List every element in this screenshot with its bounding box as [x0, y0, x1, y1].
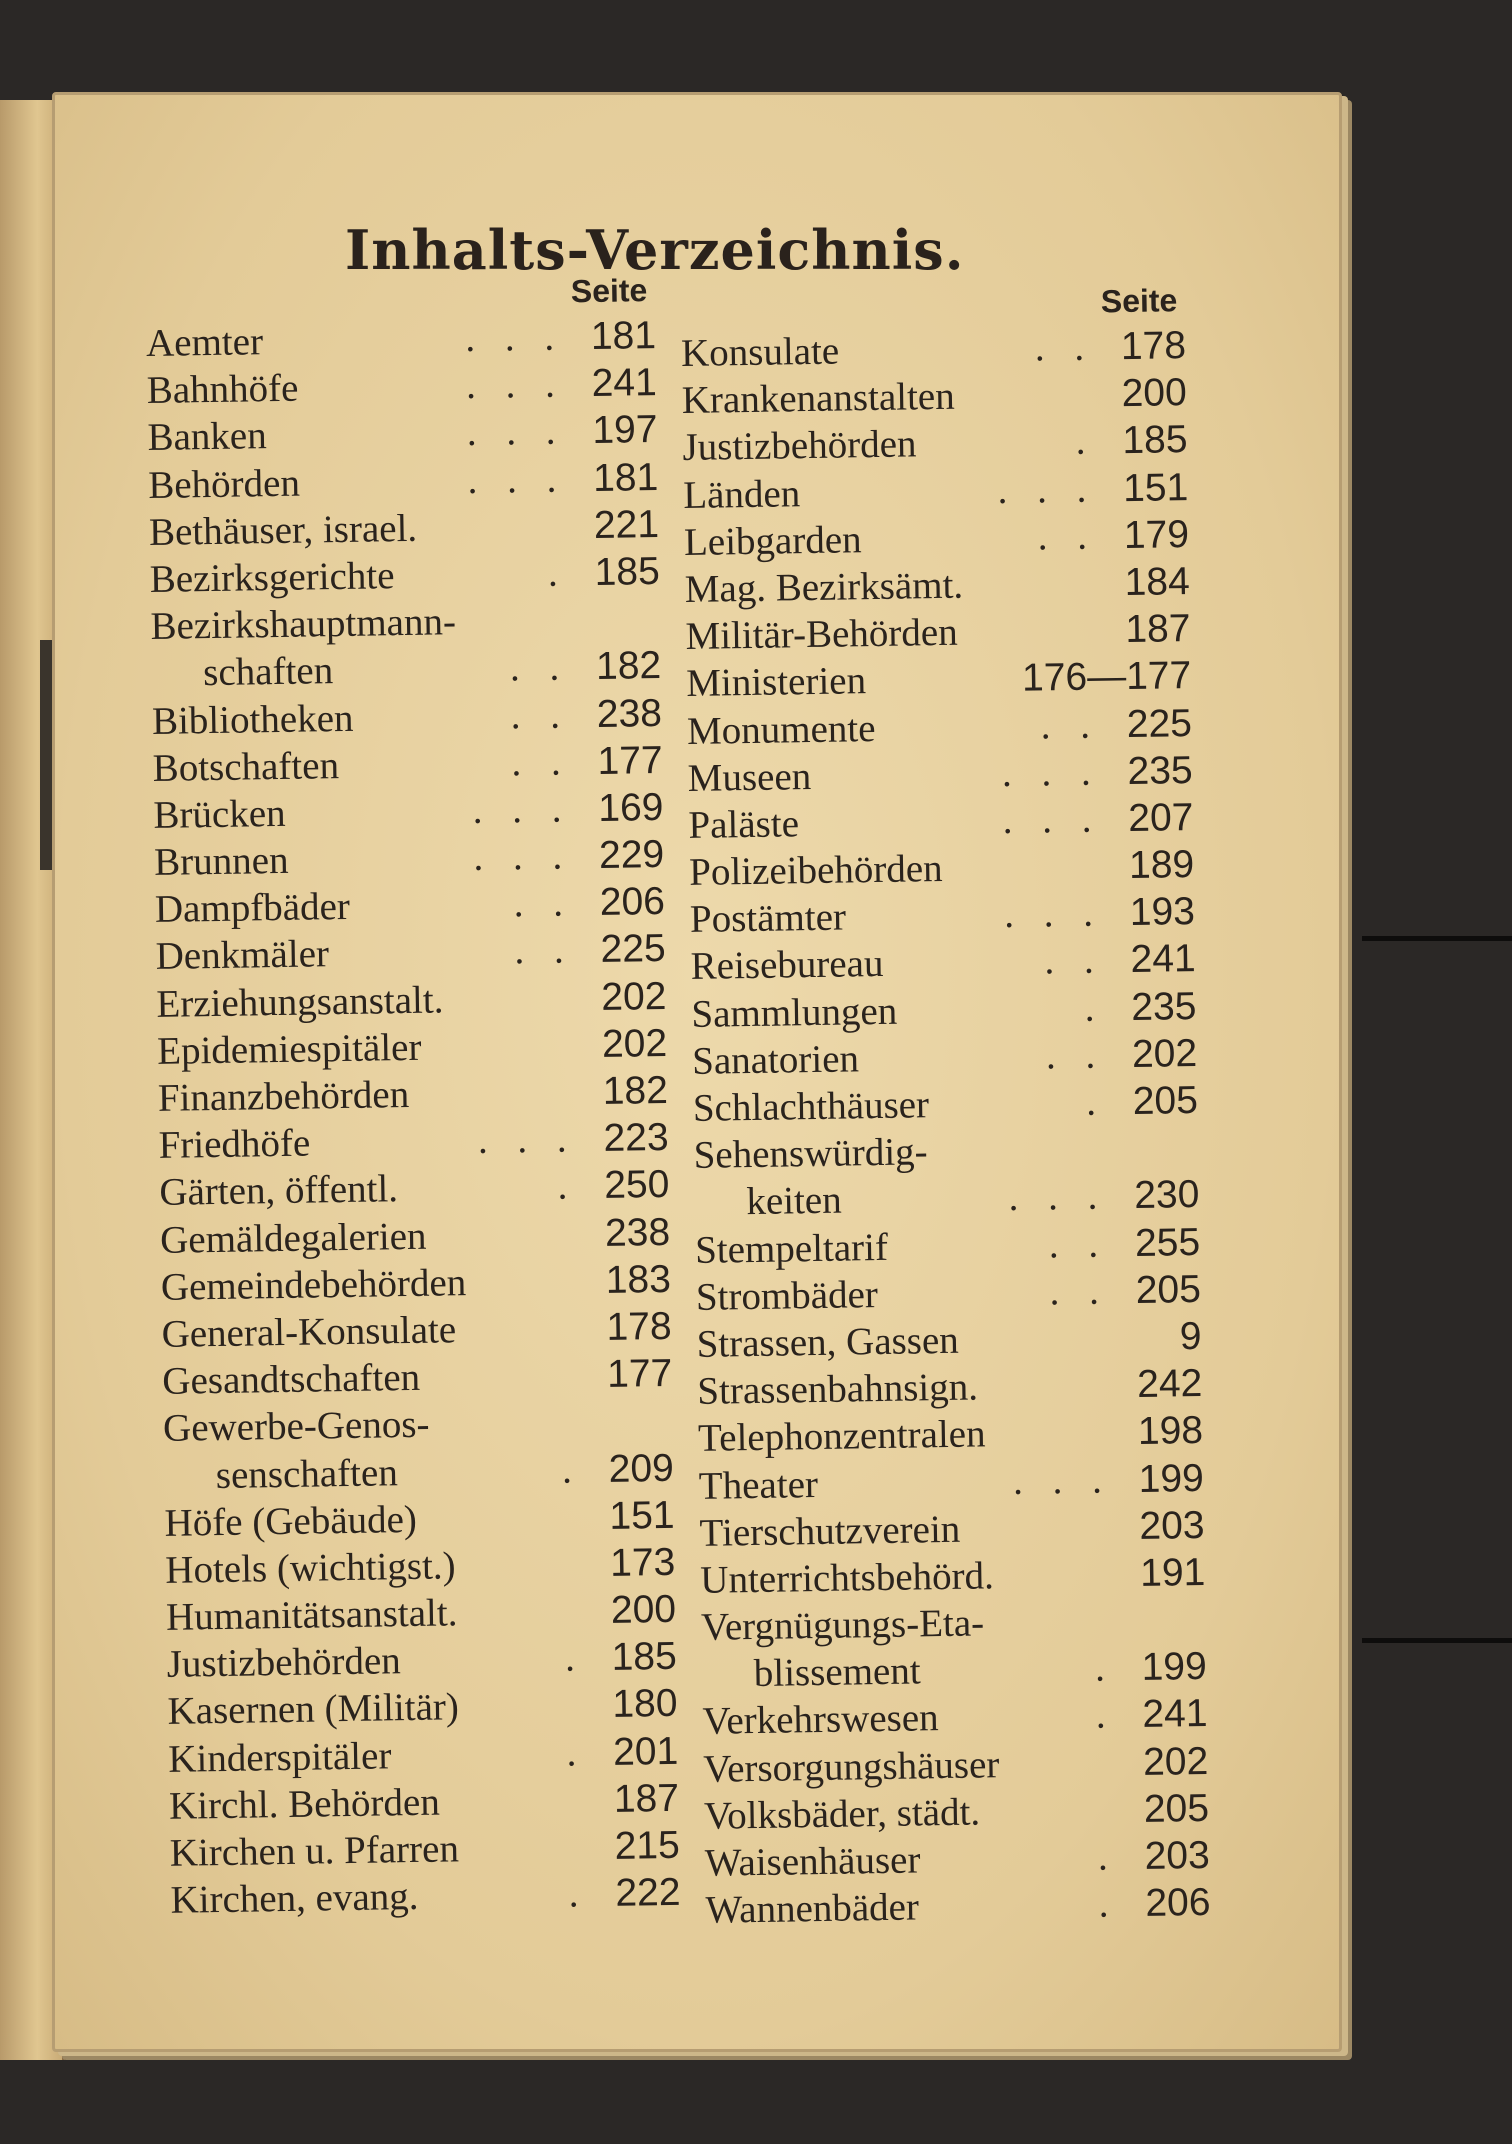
entry-name: Gärten, öffentl. — [159, 1167, 399, 1215]
page-column-header: Seite — [1100, 282, 1178, 320]
entry-name: schaften — [202, 649, 334, 695]
entry-leader-dots — [456, 1576, 598, 1578]
entry-page-number: 202 — [1142, 1739, 1209, 1784]
entry-leader-dots: . — [1098, 1882, 1119, 1926]
entry-name: Kirchen, evang. — [170, 1875, 419, 1922]
entry-leader-dots — [1000, 1775, 1131, 1777]
entry-leader-dots: . . — [1044, 938, 1104, 983]
entry-page-number: 229 — [598, 832, 665, 877]
index-entry — [147, 406, 658, 461]
index-entry — [686, 652, 1192, 707]
entry-page-number: 222 — [615, 1870, 681, 1915]
entry-name: Friedhöfe — [158, 1121, 311, 1168]
entry-name: Volksbäder, städt. — [703, 1790, 981, 1838]
index-entry — [702, 1690, 1208, 1745]
index-column-left — [145, 268, 681, 1924]
entry-page-number: 241 — [1130, 937, 1196, 982]
entry-page-number: 169 — [598, 785, 664, 830]
entry-leader-dots: . . — [513, 881, 574, 926]
entry-page-number: 235 — [1130, 984, 1197, 1029]
entry-name: Justizbehörden — [166, 1639, 402, 1687]
entry-page-number: 205 — [1132, 1078, 1199, 1123]
entry-leader-dots: . . . — [464, 315, 565, 360]
entry-name: Kirchen u. Pfarren — [169, 1827, 460, 1875]
entry-leader-dots: . — [568, 1872, 589, 1916]
index-entry — [681, 369, 1187, 424]
entry-page-number: 179 — [1123, 512, 1190, 557]
index-entry — [152, 737, 663, 792]
index-entry — [167, 1680, 678, 1735]
entry-name: Erziehungsanstalt. — [156, 978, 444, 1026]
entry-page-number: 200 — [610, 1587, 677, 1632]
entry-leader-dots: . . . — [477, 1117, 577, 1163]
entry-leader-dots — [466, 1293, 593, 1295]
entry-page-number: 242 — [1136, 1362, 1203, 1407]
entry-page-number: 221 — [593, 502, 660, 547]
index-entry — [159, 1161, 670, 1216]
entry-page-number: 178 — [1120, 324, 1187, 369]
index-column-right — [680, 278, 1211, 1934]
entry-leader-dots — [459, 1859, 602, 1861]
entry-name: Banken — [147, 414, 268, 460]
entry-leader-dots — [420, 1387, 594, 1390]
entry-leader-dots — [963, 595, 1112, 597]
entry-name: Kirchl. Behörden — [168, 1780, 441, 1828]
index-entry — [684, 511, 1190, 566]
entry-leader-dots — [943, 878, 1117, 881]
index-entry — [694, 1171, 1200, 1226]
entry-page-number: 198 — [1137, 1409, 1204, 1454]
entry-page-number: 9 — [1179, 1314, 1202, 1359]
index-entry — [692, 1030, 1198, 1085]
entry-page-number: 230 — [1133, 1173, 1200, 1218]
entry-leader-dots: . . — [1037, 514, 1098, 559]
index-entry — [152, 689, 663, 744]
index-entry — [166, 1633, 677, 1688]
entry-name: Mag. Bezirksämt. — [684, 563, 964, 611]
entry-name: Gemeindebehörden — [160, 1260, 467, 1309]
index-entry — [155, 878, 666, 933]
entry-name: Theater — [698, 1462, 819, 1508]
entry-name: Epidemiespitäler — [156, 1025, 422, 1073]
entry-page-number: 215 — [614, 1823, 681, 1868]
index-entry — [703, 1738, 1209, 1793]
entry-leader-dots: . . — [1048, 1221, 1109, 1266]
entry-name: Konsulate — [680, 329, 840, 375]
entry-leader-dots — [440, 1812, 601, 1815]
index-entry — [153, 784, 664, 839]
entry-leader-dots: . . — [514, 928, 574, 973]
entry-page-number: 241 — [591, 361, 658, 406]
index-entry — [701, 1643, 1207, 1698]
entry-page-number: 185 — [611, 1635, 678, 1680]
entry-leader-dots — [959, 1350, 1124, 1353]
entry-leader-dots: . — [557, 1164, 578, 1209]
entry-page-number: 207 — [1128, 795, 1194, 840]
entry-name: Brücken — [153, 791, 286, 837]
entry-leader-dots: . — [1085, 1080, 1107, 1124]
entry-page-number: 187 — [613, 1776, 680, 1821]
index-entry — [693, 1077, 1199, 1132]
entry-page-number: 202 — [601, 1021, 668, 1066]
index-entry — [162, 1350, 673, 1405]
entry-name: Tierschutzverein — [699, 1507, 961, 1555]
entry-page-number: 185 — [594, 549, 661, 594]
entry-name: Kinderspitäler — [167, 1733, 392, 1781]
index-entry — [161, 1256, 672, 1311]
entry-page-number: 200 — [1121, 371, 1188, 416]
entry-leader-dots: . . . — [1008, 1174, 1108, 1220]
index-entry — [681, 322, 1187, 377]
entry-page-number: 209 — [608, 1446, 675, 1491]
entry-name: Leibgarden — [683, 517, 862, 564]
entry-leader-dots — [417, 538, 581, 541]
index-entry — [161, 1303, 672, 1358]
index-entry — [149, 548, 660, 603]
entry-name: Kasernen (Militär) — [167, 1685, 460, 1734]
index-entry — [155, 925, 666, 980]
entry-name: Waisenhäuser — [704, 1838, 921, 1885]
entry-name: Dampfbäder — [154, 885, 351, 932]
index-entry — [696, 1266, 1202, 1321]
entry-leader-dots: . . . — [1012, 1457, 1113, 1503]
entry-name: Justizbehörden — [682, 422, 917, 470]
entry-name: Behörden — [147, 461, 301, 507]
entry-name: Stempeltarif — [694, 1225, 889, 1272]
index-entry — [688, 794, 1194, 849]
entry-leader-dots — [417, 1529, 597, 1532]
entry-page-number: 206 — [599, 880, 666, 925]
entry-name: Ministerien — [685, 659, 867, 706]
entry-leader-dots: . — [1095, 1693, 1116, 1738]
index-entry — [684, 558, 1190, 613]
index-entry — [169, 1822, 680, 1877]
entry-name: Aemter — [145, 320, 264, 365]
entry-page-number: 238 — [604, 1210, 671, 1255]
index-entry — [705, 1879, 1211, 1934]
entry-page-number: 181 — [590, 313, 657, 359]
background-stripe — [1362, 1638, 1512, 1643]
entry-name: Schlachthäuser — [692, 1083, 930, 1130]
entry-page-number: 151 — [1122, 465, 1189, 510]
index-entry — [704, 1785, 1210, 1840]
entry-name: Gemäldegalerien — [159, 1214, 427, 1262]
index-entry — [158, 1067, 669, 1122]
entry-leader-dots: . — [561, 1447, 583, 1492]
index-entry — [168, 1727, 679, 1782]
entry-name: Paläste — [688, 802, 800, 847]
entry-page-number — [1121, 1160, 1199, 1161]
entry-leader-dots: . — [1075, 419, 1096, 464]
entry-leader-dots — [458, 1623, 599, 1625]
entry-page-number: 184 — [1124, 559, 1191, 604]
entry-page-number — [595, 1433, 673, 1434]
entry-page-number: 202 — [600, 974, 667, 1019]
entry-name: Finanzbehörden — [157, 1072, 410, 1120]
entry-leader-dots — [456, 1340, 593, 1342]
entry-leader-dots: . — [566, 1730, 587, 1775]
entry-leader-dots — [866, 691, 1022, 693]
entry-page-number: 205 — [1135, 1267, 1202, 1312]
entry-page-number: 177 — [597, 738, 664, 783]
entry-leader-dots: . . . — [1003, 891, 1104, 937]
entry-page-number: 250 — [603, 1163, 670, 1208]
entry-leader-dots — [994, 1586, 1127, 1588]
index-entry — [157, 1020, 668, 1075]
entry-leader-dots: . . — [1049, 1269, 1110, 1314]
index-entry — [146, 312, 657, 367]
entry-name: Polizeibehörden — [688, 847, 943, 894]
entry-leader-dots: . — [1097, 1835, 1119, 1879]
entry-leader-dots — [960, 1539, 1126, 1542]
entry-name: Unterrichtsbehörd. — [699, 1554, 995, 1602]
index-entry — [685, 605, 1191, 660]
index-entry — [687, 747, 1193, 802]
entry-page-number: 176—177 — [1021, 654, 1192, 700]
entry-leader-dots — [456, 632, 583, 634]
entry-page-number: 225 — [1126, 701, 1193, 746]
entry-leader-dots: . . . — [1002, 797, 1102, 842]
entry-page-number: 205 — [1143, 1786, 1210, 1831]
index-entry — [693, 1124, 1199, 1179]
index-entry — [164, 1492, 675, 1547]
entry-leader-dots: . . — [510, 692, 571, 737]
entry-name: Versorgungshäuser — [702, 1742, 1000, 1791]
index-entry — [704, 1832, 1210, 1887]
index-entry — [690, 935, 1196, 990]
background-stripe — [1362, 936, 1512, 941]
entry-page-number: 201 — [612, 1729, 679, 1774]
index-entry — [698, 1407, 1204, 1462]
index-entry — [690, 888, 1196, 943]
entry-leader-dots: . — [1084, 986, 1105, 1030]
page-title: Inhalts-Verzeichnis. — [345, 218, 965, 282]
entry-page-number: 203 — [1139, 1503, 1205, 1548]
entry-name: Botschaften — [152, 743, 340, 790]
entry-leader-dots: . . . — [472, 787, 572, 832]
entry-name: Denkmäler — [155, 932, 330, 979]
entry-page-number: 189 — [1128, 843, 1195, 888]
index-entry — [682, 416, 1188, 471]
index-entry — [150, 595, 661, 650]
entry-leader-dots — [980, 1822, 1131, 1824]
index-entry — [697, 1360, 1203, 1415]
index-entry — [148, 454, 659, 509]
entry-page-number: 191 — [1139, 1550, 1206, 1595]
index-entry — [160, 1208, 671, 1263]
entry-name: Postämter — [689, 895, 847, 942]
entry-page-number: 199 — [1138, 1456, 1205, 1501]
page-column-header: Seite — [570, 272, 648, 310]
entry-name: Humanitätsanstalt. — [165, 1591, 458, 1639]
entry-name: Bethäuser, israel. — [148, 506, 418, 554]
entry-leader-dots — [978, 1397, 1124, 1399]
entry-name: Strombäder — [695, 1272, 879, 1319]
index-entry — [698, 1454, 1204, 1509]
entry-name: Sanatorien — [691, 1037, 860, 1083]
entry-name: Wannenbäder — [705, 1885, 920, 1932]
index-entry — [696, 1313, 1202, 1368]
entry-name: Länden — [682, 471, 801, 517]
entry-name: Bahnhöfe — [146, 366, 299, 413]
entry-list — [146, 312, 681, 1924]
entry-leader-dots — [430, 1434, 596, 1437]
entry-name: Sehenswürdig- — [693, 1130, 928, 1178]
entry-page-number: 177 — [606, 1351, 673, 1396]
index-entry — [683, 464, 1189, 519]
index-entry — [689, 841, 1195, 896]
index-entry — [146, 359, 657, 414]
entry-leader-dots: . . — [509, 645, 570, 690]
entry-name: Telephonzentralen — [697, 1412, 986, 1461]
entry-leader-dots: . — [547, 551, 569, 595]
index-entry — [149, 501, 660, 556]
entry-leader-dots: . — [564, 1636, 586, 1680]
index-entry — [691, 983, 1197, 1038]
entry-leader-dots: . . — [1034, 325, 1095, 370]
entry-name: Gesandtschaften — [162, 1355, 421, 1403]
entry-page-number: 223 — [603, 1116, 669, 1161]
entry-leader-dots: . — [1094, 1646, 1116, 1690]
entry-leader-dots: . . . — [997, 467, 1097, 512]
entry-page-number — [583, 631, 661, 632]
entry-page-number: 203 — [1144, 1833, 1211, 1878]
entry-page-number: 206 — [1145, 1881, 1211, 1926]
entry-name: General-Konsulate — [161, 1308, 457, 1356]
entry-name: Hotels (wichtigst.) — [164, 1544, 456, 1592]
index-entry — [169, 1775, 680, 1830]
entry-page-number: 182 — [602, 1068, 669, 1113]
index-entry — [156, 973, 667, 1028]
entry-page-number: 187 — [1125, 607, 1191, 652]
index-entry — [163, 1444, 674, 1499]
entry-leader-dots: . . . — [473, 834, 573, 879]
index-entry — [695, 1219, 1201, 1274]
entry-name: Höfe (Gebäude) — [164, 1497, 418, 1545]
entry-leader-dots: . . — [511, 740, 572, 784]
entry-name: Vergnügungs-Eta- — [700, 1601, 985, 1649]
index-entry — [170, 1869, 681, 1924]
entry-page-number — [1128, 1632, 1206, 1633]
entry-leader-dots — [459, 1717, 600, 1719]
entry-name: Brunnen — [153, 838, 289, 884]
entry-page-number: 225 — [600, 927, 666, 972]
entry-page-number: 173 — [609, 1540, 676, 1585]
entry-leader-dots: . . — [1040, 702, 1101, 747]
entry-leader-dots — [444, 1010, 589, 1012]
index-entry — [699, 1502, 1205, 1557]
entry-page-number: 180 — [612, 1682, 678, 1727]
entry-page-number: 241 — [1142, 1692, 1208, 1737]
entry-page-number: 238 — [596, 691, 663, 736]
entry-leader-dots — [422, 1057, 590, 1060]
entry-name: Bezirksgerichte — [149, 554, 395, 601]
entry-leader-dots — [928, 1161, 1121, 1164]
entry-list — [681, 322, 1211, 1934]
entry-leader-dots: . . . — [1001, 750, 1102, 795]
entry-page-number: 197 — [592, 408, 658, 453]
entry-name: Reisebureau — [690, 942, 884, 989]
entry-leader-dots: . . . — [466, 409, 566, 455]
entry-name: Museen — [687, 754, 812, 800]
entry-page-number: 183 — [605, 1257, 672, 1302]
entry-name: Monumente — [686, 706, 876, 753]
entry-page-number: 185 — [1122, 418, 1188, 463]
entry-name: Strassen, Gassen — [696, 1318, 960, 1366]
index-entry — [687, 700, 1193, 755]
entry-name: senschaften — [215, 1450, 399, 1497]
entry-name: Gewerbe-Genos- — [162, 1402, 430, 1451]
entry-page-number: 255 — [1134, 1220, 1201, 1265]
index-entry — [154, 831, 665, 886]
entry-page-number: 181 — [592, 455, 659, 500]
index-entry — [165, 1539, 676, 1594]
entry-name: Militär-Behörden — [685, 610, 958, 659]
entry-leader-dots — [427, 1246, 593, 1249]
entry-leader-dots — [958, 642, 1113, 644]
entry-page-number: 182 — [595, 644, 662, 689]
entry-name: Verkehrswesen — [702, 1696, 939, 1744]
index-entry — [700, 1549, 1206, 1604]
entry-leader-dots — [955, 406, 1109, 408]
index-entry — [163, 1397, 674, 1452]
entry-name: Strassenbahnsign. — [697, 1365, 979, 1413]
entry-name: Bezirkshauptmann- — [150, 600, 457, 649]
index-entry — [166, 1586, 677, 1641]
index-entry — [151, 642, 662, 697]
entry-leader-dots: . . . — [465, 362, 566, 408]
entry-page-number: 202 — [1131, 1031, 1198, 1076]
entry-leader-dots: . . — [1045, 1033, 1106, 1078]
entry-name: Krankenanstalten — [681, 374, 955, 423]
entry-leader-dots: . . . — [467, 456, 567, 502]
entry-leader-dots — [409, 1104, 590, 1107]
entry-name: blissement — [753, 1649, 921, 1696]
entry-leader-dots — [986, 1444, 1126, 1446]
entry-page-number: 199 — [1141, 1645, 1208, 1690]
entry-name: Bibliotheken — [151, 696, 354, 743]
entry-page-number: 178 — [606, 1304, 672, 1349]
entry-name: keiten — [746, 1178, 843, 1224]
entry-page-number: 235 — [1127, 748, 1194, 793]
index-entry — [701, 1596, 1207, 1651]
index-entry — [158, 1114, 669, 1169]
entry-page-number: 151 — [609, 1493, 675, 1538]
entry-leader-dots — [984, 1633, 1128, 1635]
entry-name: Sammlungen — [691, 989, 898, 1036]
entry-page-number: 193 — [1129, 890, 1196, 935]
